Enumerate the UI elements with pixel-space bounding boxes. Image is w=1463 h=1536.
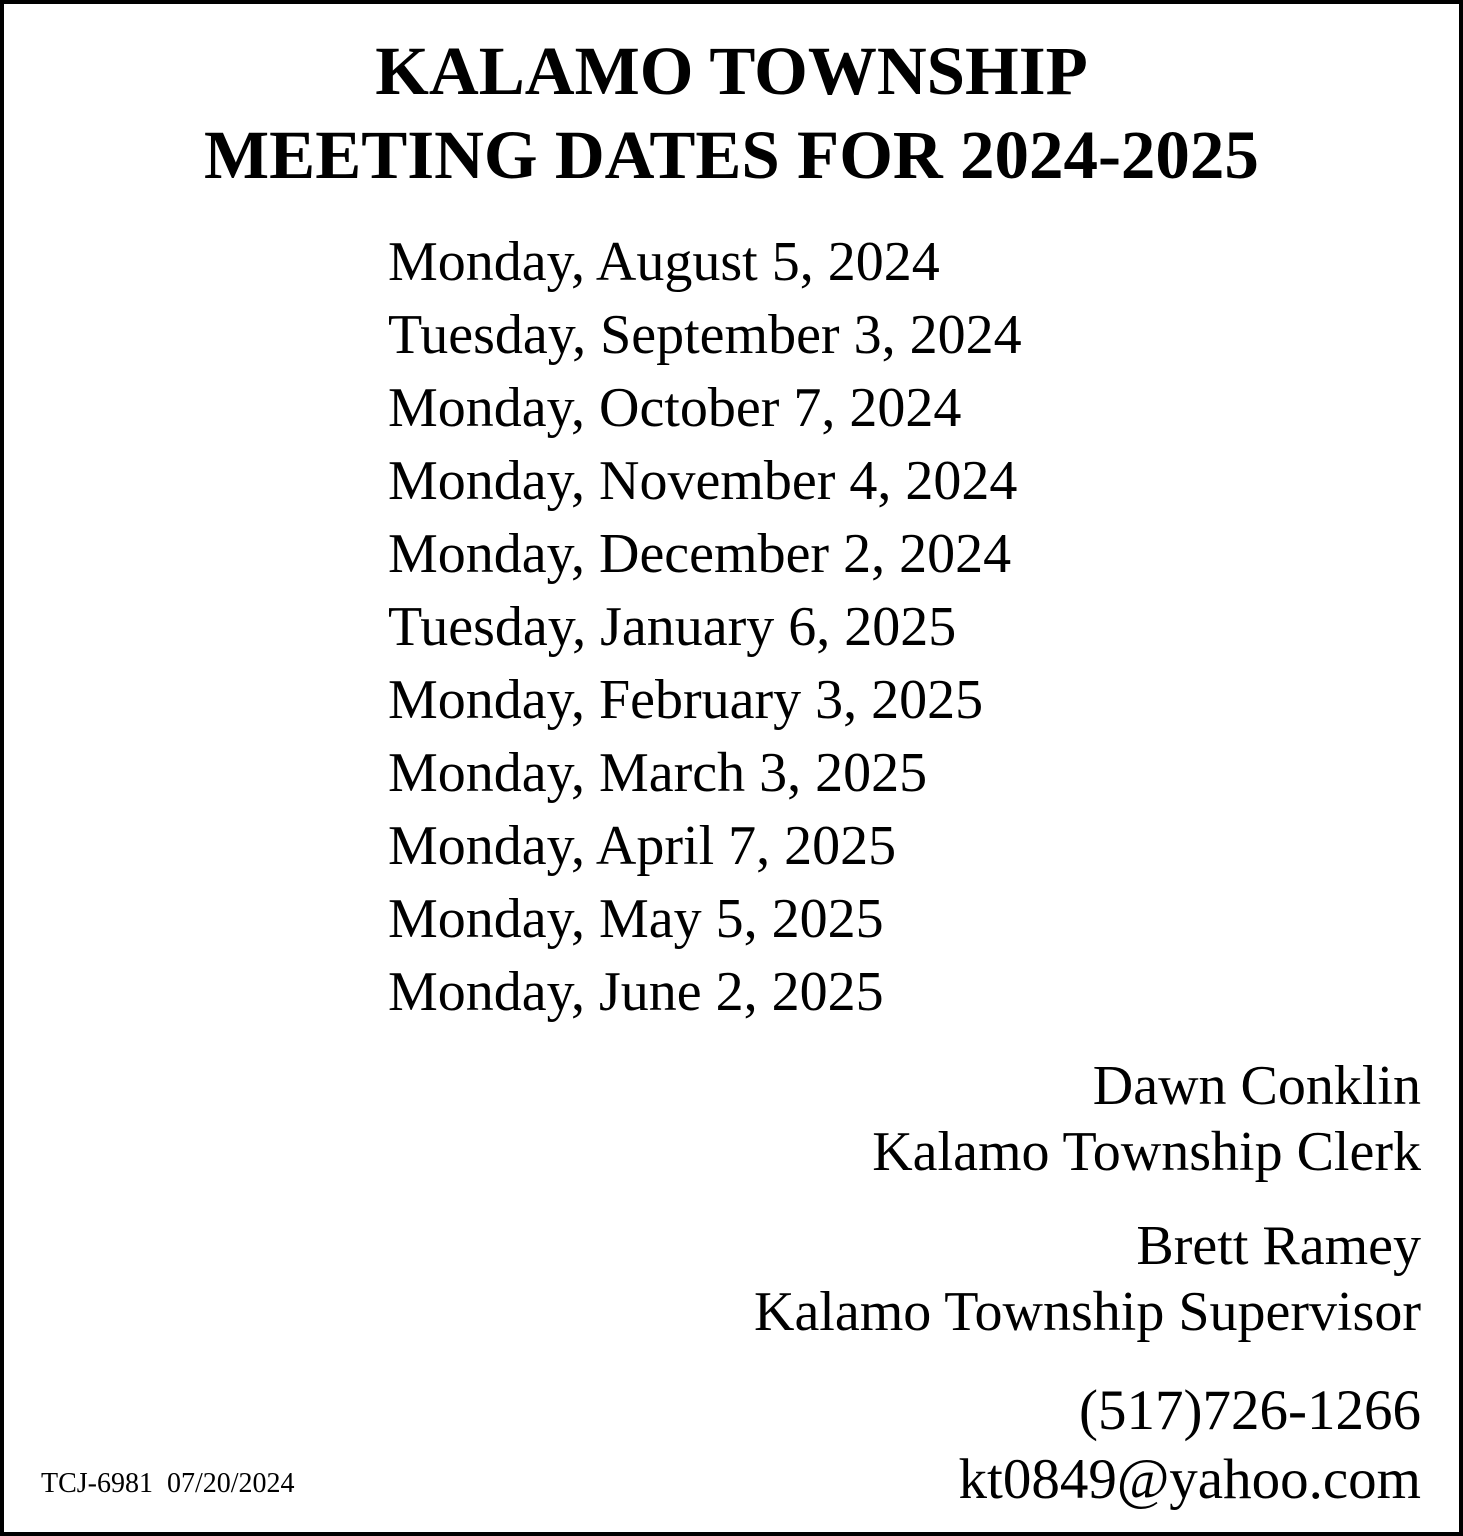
title-meeting-dates: MEETING DATES FOR 2024-2025 — [204, 117, 1259, 193]
meeting-date: Monday, February 3, 2025 — [388, 669, 984, 731]
contact-block — [958, 1376, 1421, 1514]
meeting-date: Tuesday, January 6, 2025 — [388, 596, 957, 658]
contact-email: kt0849@yahoo.com — [958, 1448, 1421, 1511]
meeting-date: Monday, August 5, 2024 — [388, 231, 940, 293]
title-township: KALAMO TOWNSHIP — [375, 33, 1088, 109]
meeting-date: Monday, June 2, 2025 — [388, 961, 884, 1023]
meeting-date: Tuesday, September 3, 2024 — [388, 304, 1022, 366]
supervisor-title: Kalamo Township Supervisor — [754, 1281, 1421, 1343]
meeting-date: Monday, October 7, 2024 — [388, 377, 962, 439]
clerk-title: Kalamo Township Clerk — [872, 1121, 1421, 1183]
clerk-signature-block — [872, 1053, 1421, 1185]
supervisor-signature-block — [754, 1213, 1421, 1345]
supervisor-name: Brett Ramey — [1136, 1215, 1421, 1277]
meeting-date: Monday, November 4, 2024 — [388, 450, 1018, 512]
clerk-name: Dawn Conklin — [1092, 1055, 1421, 1117]
meeting-date: Monday, December 2, 2024 — [388, 523, 1012, 585]
meeting-date: Monday, April 7, 2025 — [388, 815, 897, 877]
meeting-dates-list — [388, 226, 1022, 1029]
contact-phone: (517)726-1266 — [1079, 1379, 1421, 1442]
meeting-date: Monday, March 3, 2025 — [388, 742, 928, 804]
meeting-date: Monday, May 5, 2025 — [388, 888, 884, 950]
publication-reference: TCJ-6981 07/20/2024 — [41, 1468, 295, 1499]
